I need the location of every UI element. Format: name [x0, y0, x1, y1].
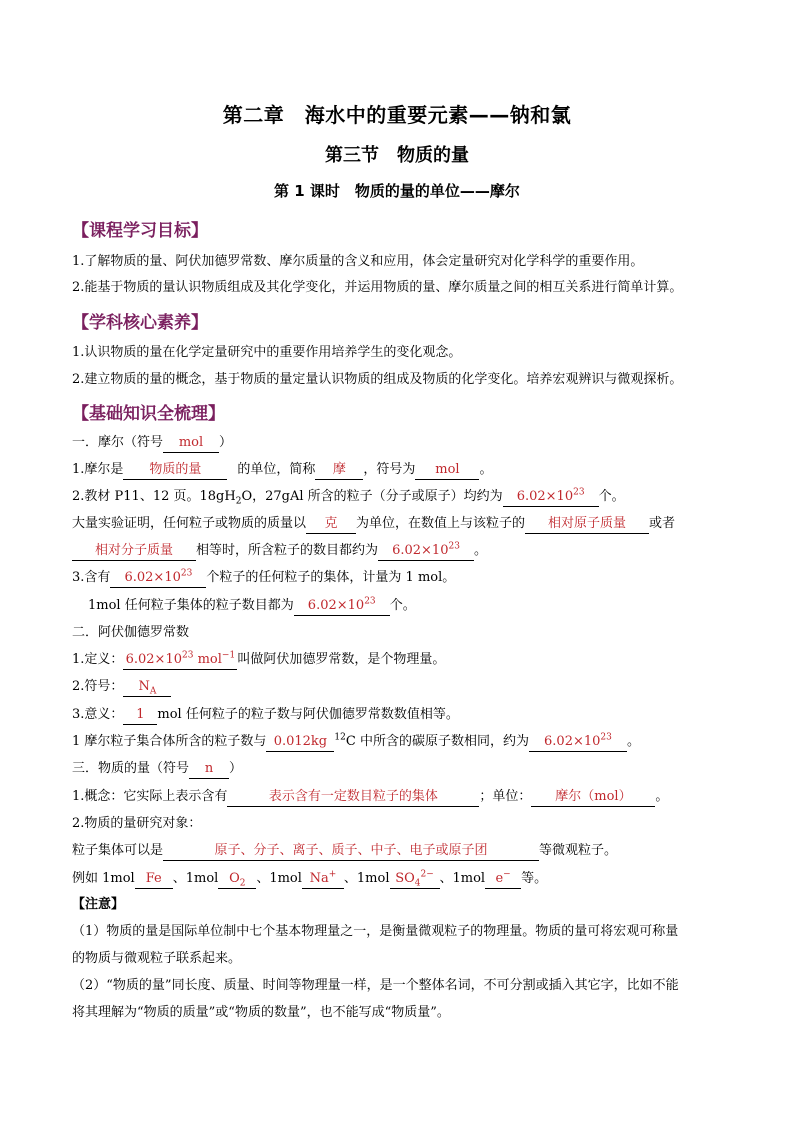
core-item: 2.建立物质的量的概念，基于物质的量定量认识物质的组成及物质的化学变化。培养宏观辨识与微观探析。	[72, 372, 683, 387]
answer-blank: 1	[123, 706, 157, 725]
note-line: （1）物质的量是国际单位制中七个基本物理量之一，是衡量微观粒子的物理量。物质的量可将宏观可称量	[72, 924, 679, 939]
answer-blank: 表示含有一定数目粒子的集体	[227, 788, 479, 807]
answer-blank: e−	[485, 870, 521, 889]
answer-blank: 相对原子质量	[525, 515, 649, 534]
answer-blank: $6.02\times 10^{23}$	[378, 542, 474, 561]
avogadro-line-2: 2.符号： $N_A$	[72, 678, 171, 697]
note-line: 将其理解为“物质的质量”或“物质的数量”，也不能写成“物质量”。	[72, 1005, 450, 1020]
answer-blank: 摩	[315, 461, 363, 480]
answer-blank: $SO_4^{2-}$	[390, 870, 440, 889]
answer-blank: mol	[163, 434, 219, 453]
mol-heading: 一．摩尔（符号 mol ）	[72, 434, 232, 453]
answer-blank: n	[189, 760, 229, 779]
answer-blank: 摩尔（mol）	[531, 788, 655, 807]
answer-blank: Fe	[135, 870, 173, 889]
note-line: （2）“物质的量”同长度、质量、时间等物理量一样，是一个整体名词，不可分割或插入其它字，比如不能	[72, 978, 679, 993]
section-title: 第三节 物质的量	[325, 145, 469, 166]
avogadro-line-1: 1.定义： $6.02\times 10^{23}$ mol$^{-1}$ 叫做阿伏加德罗常数，是个物理量。	[72, 651, 445, 670]
mol-line-3: 大量实验证明，任何粒子或物质的质量以 克 为单位，在数值上与该粒子的 相对原子质量 或者	[72, 515, 675, 534]
answer-blank: Na+	[302, 870, 344, 889]
amount-line-3: 粒子集体可以是 原子、分子、离子、质子、中子、电子或原子团 等微观粒子。	[72, 842, 617, 861]
mol-line-5: 3.含有 $6.02\times 10^{23}$ 个粒子的任何粒子的集体，计量为 1 mol。	[72, 569, 455, 588]
answer-blank: $6.02\times 10^{23}$	[110, 569, 206, 588]
amount-line-1: 1.概念：它实际上表示含有 表示含有一定数目粒子的集体 ；单位： 摩尔（mol） 。	[72, 788, 668, 807]
amount-line-2: 2.物质的量研究对象：	[72, 816, 202, 831]
mol-line-2: 2.教材 P11、12 页。$18gH_2O$，27gAl 所含的粒子（分子或原子）均约为 $6.02\times 10^{23}$ 个。	[72, 487, 625, 507]
goals-heading: 【课程学习目标】	[72, 221, 208, 241]
answer-blank: 原子、分子、离子、质子、中子、电子或原子团	[163, 842, 539, 861]
answer-blank: $6.02\times 10^{23}$	[529, 733, 627, 752]
basics-heading: 【基础知识全梳理】	[72, 404, 225, 424]
answer-blank: 物质的量	[123, 461, 227, 480]
avogadro-line-4: 1 摩尔粒子集合体所含的粒子数与 0.012kg $^{12}$C 中所含的碳原子数相同，约为 $6.02\times 10^{23}$ 。	[72, 733, 640, 752]
amount-line-4: 例如 1mol Fe 、1mol $O_2$ 、1mol Na+ 、1mol $SO_4^{2-}$ 、1mol e− 等。	[72, 869, 548, 889]
answer-blank: 0.012kg	[266, 733, 334, 752]
answer-blank: $N_A$	[123, 678, 171, 697]
avogadro-heading: 二．阿伏伽德罗常数	[72, 625, 190, 640]
answer-blank: mol	[415, 461, 479, 480]
mol-line-1: 1.摩尔是 物质的量 的单位，简称 摩 ，符号为 mol 。	[72, 461, 492, 480]
mol-line-4: 相对分子质量 相等时，所含粒子的数目都约为 $6.02\times 10^{23}$ 。	[72, 542, 487, 561]
goal-item: 2.能基于物质的量认识物质组成及其化学变化，并运用物质的量、摩尔质量之间的相互关系进行简单计算。	[72, 280, 683, 295]
chapter-title: 第二章 海水中的重要元素——钠和氯	[222, 103, 572, 127]
avogadro-line-3: 3.意义： 1 mol 任何粒子的粒子数与阿伏伽德罗常数数值相等。	[72, 706, 459, 725]
notes-heading: 【注意】	[72, 897, 125, 912]
core-item: 1.认识物质的量在化学定量研究中的重要作用培养学生的变化观念。	[72, 345, 462, 360]
lesson-title: 第 1 课时 物质的量的单位——摩尔	[274, 182, 520, 200]
mol-line-6: 1mol 任何粒子集体的粒子数目都为 $6.02\times 10^{23}$ 个。	[88, 597, 416, 616]
answer-blank: $6.02\times 10^{23}$	[503, 488, 599, 507]
answer-blank: $O_2$	[218, 870, 256, 889]
answer-blank: 相对分子质量	[72, 542, 196, 561]
amount-heading: 三．物质的量（符号 n ）	[72, 760, 242, 779]
answer-blank: 克	[306, 515, 356, 534]
goal-item: 1.了解物质的量、阿伏加德罗常数、摩尔质量的含义和应用，体会定量研究对化学科学的重要作用。	[72, 254, 644, 269]
answer-blank: $6.02\times 10^{23}$	[294, 597, 390, 616]
note-line: 的物质与微观粒子联系起来。	[72, 951, 242, 966]
answer-blank: $6.02\times 10^{23}$ mol$^{-1}$	[123, 651, 237, 670]
core-heading: 【学科核心素养】	[72, 313, 208, 333]
